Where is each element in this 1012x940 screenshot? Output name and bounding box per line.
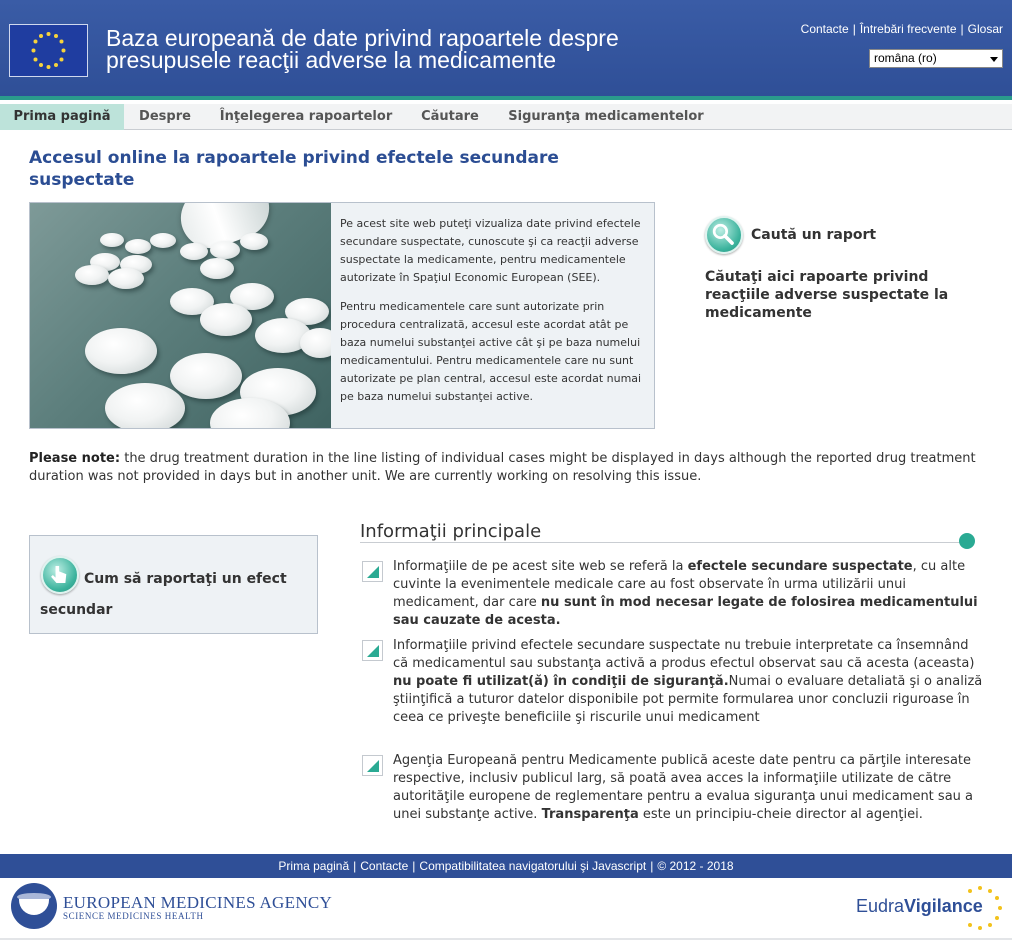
site-title	[106, 27, 619, 71]
notice-body: the drug treatment duration in the line listing of individual cases might be displayed in days although the reported drug treatment duration was not provided in days but in another unit. We are currently working on resolving this issue.	[29, 451, 976, 484]
key-info-text-1	[393, 558, 983, 630]
text-bold: Transparenţa	[541, 807, 639, 822]
pill	[170, 353, 242, 399]
top-link-faq[interactable]: Întrebări frecvente	[859, 22, 957, 36]
key-info-heading: Informaţii principale	[360, 521, 542, 542]
top-link-glossary[interactable]: Glosar	[967, 22, 1003, 36]
triangle-bullet-icon	[362, 755, 383, 776]
pill	[75, 265, 109, 285]
text-span: , cu alte cuvinte la evenimentele medicale care au fost observate în urma utilizării unui medicament, dar care	[393, 559, 966, 610]
text-bold: efectele secundare suspectate	[687, 559, 913, 574]
language-select[interactable]	[869, 49, 1003, 68]
footer-copyright: © 2012 - 2018	[657, 859, 734, 873]
search-report-link[interactable]: Caută un raport	[751, 227, 877, 243]
ema-tagline: SCIENCE MEDICINES HEALTH	[63, 911, 204, 921]
key-info-text-2	[393, 637, 983, 727]
eudra-text: Eudra	[856, 896, 905, 916]
pill	[210, 241, 240, 259]
separator: |	[412, 859, 416, 873]
search-report-description[interactable]: Căutaţi aici rapoarte privind reacţiile adverse suspectate la medicamente	[705, 269, 949, 321]
text-bold: nu poate fi utilizat(ă) în condiţii de siguranţă.	[393, 674, 729, 689]
nav-item-home[interactable]: Prima pagină	[0, 104, 124, 130]
footer-logos	[0, 878, 1012, 940]
separator: |	[353, 859, 357, 873]
nav-item-understanding-reports[interactable]: Înţelegerea rapoartelor	[219, 109, 393, 124]
text-span: Agenţia Europeană pentru Medicamente publică aceste date pentru ca părţile interesate respective, inclusiv publicul larg, să poată avea acces la informaţiile utilizate de către autorităţile europene de reglementare pentru a evalua siguranţa unui medicament sau a unei substanţe active.	[393, 753, 973, 822]
how-to-report-panel[interactable]	[29, 535, 318, 634]
pill	[200, 303, 252, 336]
top-links	[801, 22, 1003, 36]
magnifier-icon[interactable]	[705, 216, 743, 254]
site-title-line2: presupusele reacţii adverse la medicamente	[106, 47, 557, 73]
footer-link-contacts[interactable]: Contacte	[360, 859, 409, 873]
nav-item-search[interactable]: Căutare	[421, 109, 479, 124]
notice-text	[29, 450, 997, 486]
triangle-bullet-icon	[362, 640, 383, 661]
intro-text	[340, 215, 652, 417]
ema-name: EUROPEAN MEDICINES AGENCY	[63, 893, 333, 912]
site-title-line1: Baza europeană de date privind rapoartele despre	[106, 25, 619, 51]
pill	[100, 233, 124, 247]
site-header	[0, 0, 1012, 100]
text-span: Numai o evaluare detaliată şi o analiză ştiinţifică a tuturor datelor disponibile pot permite formularea unor concluzii riguroase în ceea ce priveşte beneficiile şi riscurile unui medicament	[393, 674, 983, 725]
language-select-value: româna (ro)	[874, 51, 937, 65]
main-nav	[0, 104, 1012, 130]
footer-link-browser-compat[interactable]: Compatibilitatea navigatorului şi Javascript	[419, 859, 647, 873]
pill	[300, 328, 331, 358]
text-span: Informaţiile privind efectele secundare suspectate nu trebuie interpretate ca însemnând că medicamentul sau substanţa activă a produs efectul observat sau că acesta (aceasta)	[393, 638, 975, 671]
pill	[240, 233, 268, 250]
key-info-text-3	[393, 752, 983, 824]
pill	[125, 239, 151, 254]
separator: |	[650, 859, 654, 873]
top-link-contacts[interactable]: Contacte	[800, 22, 849, 36]
text-bold: nu sunt în mod necesar legate de folosirea medicamentului sau cauzate de acesta.	[393, 595, 978, 628]
eu-stars-icon	[10, 25, 87, 76]
intro-paragraph-1: Pe acest site web puteţi vizualiza date privind efectele secundare suspectate, cunoscute şi ca reacţii adverse suspectate la medicamente, pentru medicamentele autorizate în Spaţiul Economic European (SEE).	[340, 217, 641, 284]
footer-links-bar	[0, 854, 1012, 878]
text-span: este un principiu-cheie director al agenţiei.	[638, 807, 923, 822]
eu-flag-logo[interactable]	[9, 24, 88, 77]
pill	[105, 383, 185, 428]
triangle-bullet-icon	[362, 561, 383, 582]
ema-emblem-icon	[11, 883, 57, 929]
nav-item-medicine-safety[interactable]: Siguranţa medicamentelor	[508, 109, 704, 124]
pill	[108, 268, 144, 289]
notice-label: Please note:	[29, 451, 121, 466]
how-to-report-link[interactable]: Cum să raportaţi un efect secundar	[40, 571, 287, 618]
chevron-down-icon	[990, 57, 998, 62]
pill	[200, 258, 234, 279]
pill	[85, 328, 157, 374]
teal-dot-icon	[959, 533, 975, 549]
intro-panel	[29, 202, 655, 429]
separator: |	[960, 22, 964, 36]
eu-stars-icon	[956, 884, 1004, 932]
pill	[180, 243, 208, 260]
vigilance-text: Vigilance	[904, 896, 983, 916]
intro-paragraph-2: Pentru medicamentele care sunt autorizate prin procedura centralizată, accesul este acordat atât pe baza numelui substanţei active cât şi pe baza numelui medicamentului. Pentru medicamentele care nu sunt autorizate pe plan central, accesul este acordat numai pe baza numelui substanţei active.	[340, 300, 642, 403]
pills-image	[30, 203, 331, 428]
footer-link-home[interactable]: Prima pagină	[278, 859, 350, 873]
text-span: Informaţiile de pe acest site web se referă la	[393, 559, 688, 574]
nav-item-about[interactable]: Despre	[139, 109, 191, 124]
key-info-divider	[360, 542, 960, 543]
separator: |	[852, 22, 856, 36]
page-title: Accesul online la rapoartele privind efectele secundare suspectate	[29, 148, 559, 190]
search-report-block[interactable]	[705, 216, 965, 321]
pill	[150, 233, 176, 248]
